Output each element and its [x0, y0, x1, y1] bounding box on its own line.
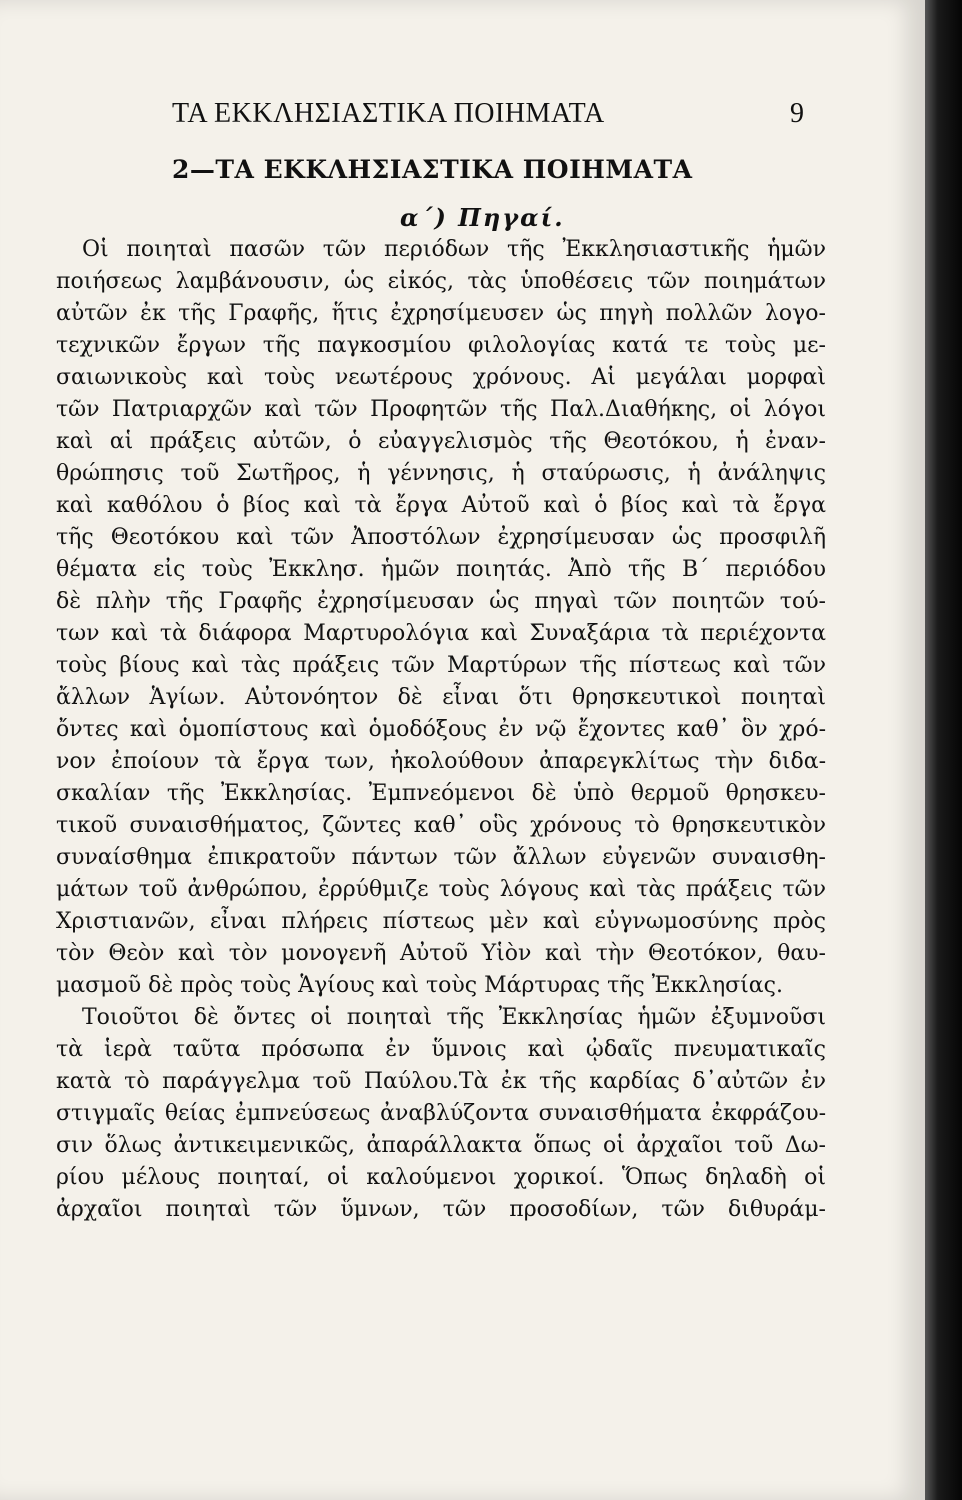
text-line: σκαλίαν τῆς Ἐκκλησίας. Ἐμπνεόμενοι δὲ ὑπὸ θερμοῦ θρησκευ-: [56, 781, 826, 806]
text-line: ἀρχαῖοι ποιηταὶ τῶν ὕμνων, τῶν προσοδίων, τῶν διθυράμ-: [56, 1197, 826, 1222]
text-line: τοὺς βίους καὶ τὰς πράξεις τῶν Μαρτύρων τῆς πίστεως καὶ τῶν: [56, 653, 826, 678]
page-number: 9: [790, 98, 804, 129]
text-line: τὸν Θεὸν καὶ τὸν μονογενῆ Αὐτοῦ Υἱὸν καὶ τὴν Θεοτόκον, θαυ-: [56, 941, 826, 966]
text-line: ἄλλων Ἁγίων. Αὐτονόητον δὲ εἶναι ὅτι θρησκευτικοὶ ποιηταὶ: [56, 685, 826, 710]
text-line: Οἱ ποιηταὶ πασῶν τῶν περιόδων τῆς Ἐκκλησιαστικῆς ἡμῶν: [82, 237, 826, 262]
body-text: [56, 234, 826, 1226]
section-title: α΄) Πηγαί.: [400, 203, 565, 232]
text-line: θέματα εἰς τοὺς Ἐκκλησ. ἡμῶν ποιητάς. Ἀπὸ τῆς Β΄ περιόδου: [56, 557, 826, 582]
text-line: αὐτῶν ἐκ τῆς Γραφῆς, ἥτις ἐχρησίμευσεν ὡς πηγὴ πολλῶν λογο-: [56, 301, 826, 326]
chapter-title: 2—ΤΑ ΕΚΚΛΗΣΙΑΣΤΙΚΑ ΠΟΙΗΜΑΤΑ: [172, 155, 693, 184]
text-line: νον ἐποίουν τὰ ἔργα των, ἠκολούθουν ἀπαρεγκλίτως τὴν διδα-: [56, 749, 826, 774]
text-line: ὄντες καὶ ὁμοπίστους καὶ ὁμοδόξους ἐν νῷ ἔχοντες καθ᾽ ὃν χρό-: [56, 717, 826, 742]
text-line: σαιωνικοὺς καὶ τοὺς νεωτέρους χρόνους. Αἱ μεγάλαι μορφαὶ: [56, 365, 826, 390]
text-line: ποιήσεως λαμβάνουσιν, ὡς εἰκός, τὰς ὑποθέσεις τῶν ποιημάτων: [56, 269, 826, 294]
text-line: Χριστιανῶν, εἶναι πλήρεις πίστεως μὲν καὶ εὐγνωμοσύνης πρὸς: [56, 909, 826, 934]
text-line: δὲ πλὴν τῆς Γραφῆς ἐχρησίμευσαν ὡς πηγαὶ τῶν ποιητῶν τού-: [56, 589, 826, 614]
text-line: τῆς Θεοτόκου καὶ τῶν Ἀποστόλων ἐχρησίμευσαν ὡς προσφιλῆ: [56, 525, 826, 550]
text-line: θρώπησις τοῦ Σωτῆρος, ἡ γέννησις, ἡ σταύρωσις, ἡ ἀνάληψις: [56, 461, 826, 486]
text-line: τεχνικῶν ἔργων τῆς παγκοσμίου φιλολογίας κατά τε τοὺς με-: [56, 333, 826, 358]
running-header: [172, 98, 804, 138]
text-line: Τοιοῦτοι δὲ ὄντες οἱ ποιηταὶ τῆς Ἐκκλησίας ἡμῶν ἐξυμνοῦσι: [82, 1005, 826, 1030]
text-line: σιν ὅλως ἀντικειμενικῶς, ἀπαράλλακτα ὅπως οἱ ἀρχαῖοι τοῦ Δω-: [56, 1133, 826, 1158]
text-line: καὶ καθόλου ὁ βίος καὶ τὰ ἔργα Αὐτοῦ καὶ ὁ βίος καὶ τὰ ἔργα: [56, 493, 826, 518]
text-line: μασμοῦ δὲ πρὸς τοὺς Ἁγίους καὶ τοὺς Μάρτυρας τῆς Ἐκκλησίας.: [56, 973, 783, 998]
text-line: συναίσθημα ἐπικρατοῦν πάντων τῶν ἄλλων εὐγενῶν συναισθη-: [56, 845, 826, 870]
text-line: καὶ αἱ πράξεις αὐτῶν, ὁ εὐαγγελισμὸς τῆς Θεοτόκου, ἡ ἐναν-: [56, 429, 826, 454]
text-line: τικοῦ συναισθήματος, ζῶντες καθ᾽ οὓς χρόνους τὸ θρησκευτικὸν: [56, 813, 826, 838]
text-line: των καὶ τὰ διάφορα Μαρτυρολόγια καὶ Συναξάρια τὰ περιέχοντα: [56, 621, 826, 646]
text-line: στιγμαῖς θείας ἐμπνεύσεως ἀναβλύζοντα συναισθήματα ἐκφράζου-: [56, 1101, 826, 1126]
text-line: μάτων τοῦ ἀνθρώπου, ἐρρύθμιζε τοὺς λόγους καὶ τὰς πράξεις τῶν: [56, 877, 826, 902]
text-line: ρίου μέλους ποιηταί, οἱ καλούμενοι χορικοί. Ὅπως δηλαδὴ οἱ: [56, 1165, 826, 1190]
text-line: κατὰ τὸ παράγγελμα τοῦ Παύλου.Τὰ ἐκ τῆς καρδίας δ᾽αὐτῶν ἐν: [56, 1069, 826, 1094]
running-title: ΤΑ ΕΚΚΛΗΣΙΑΣΤΙΚΑ ΠΟΙΗΜΑΤΑ: [172, 98, 605, 129]
text-line: τῶν Πατριαρχῶν καὶ τῶν Προφητῶν τῆς Παλ.Διαθήκης, οἱ λόγοι: [56, 397, 826, 422]
text-line: τὰ ἱερὰ ταῦτα πρόσωπα ἐν ὕμνοις καὶ ᾠδαῖς πνευματικαῖς: [56, 1037, 826, 1062]
page-edge-shadow: [925, 0, 962, 1500]
